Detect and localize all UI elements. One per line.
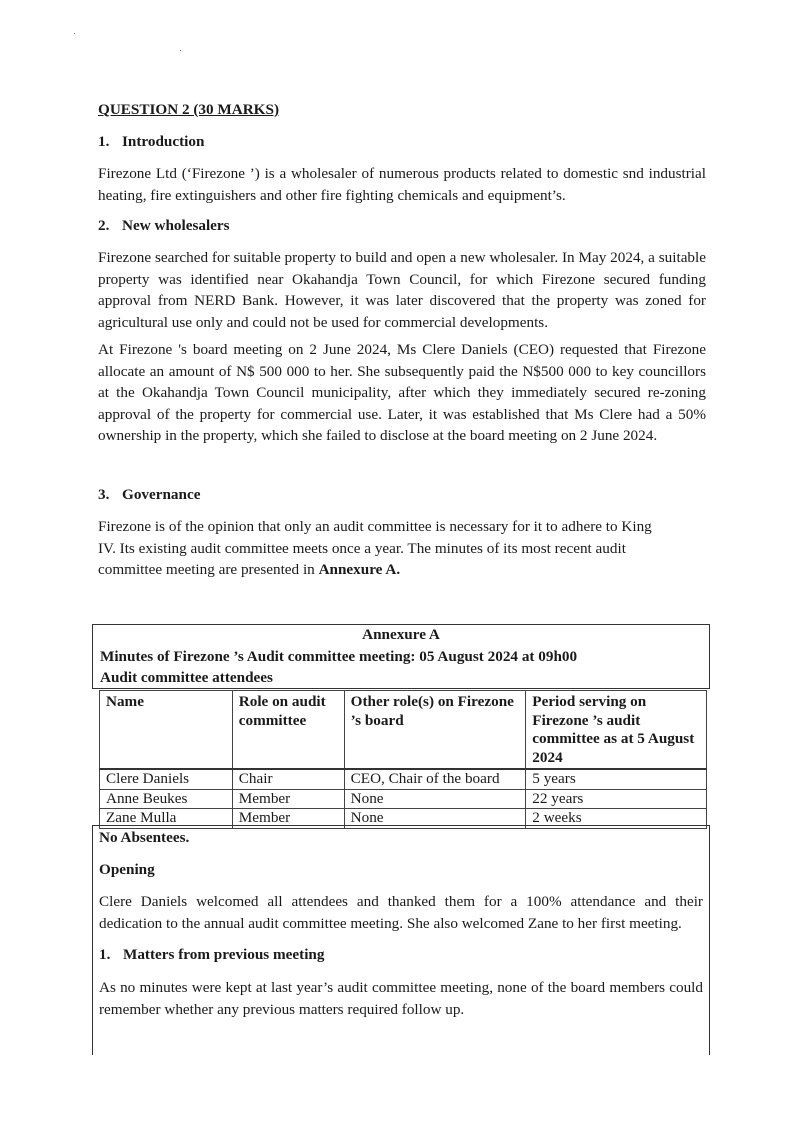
- new-wholesalers-paragraph-2: At Firezone 's board meeting on 2 June 2024, Ms Clere Daniels (CEO) requested that Firezone allocate an amount of N$ 500 000 to her. She subsequently paid the N$500 000 to key councillors at the Okahandja Town Council municipality, after which they immediately secured re-zoning approval of the property for commercial use. Later, it was established that Ms Clere had a 50% ownership in the property, which she failed to disclose at the board meeting on 2 June 2024.: [98, 341, 706, 444]
- cell-role: Chair: [232, 769, 344, 789]
- new-wholesalers-paragraph-1: Firezone searched for suitable property to build and open a new wholesaler. In May 2024, a suitable property was identified near Okahandja Town Council, for which Firezone secured funding approval from NERD Bank. However, it was later discovered that the property was zoned for agricultural use only and could not be used for commercial developments.: [98, 249, 706, 331]
- cell-period: 2 weeks: [526, 809, 707, 829]
- table-row: [100, 789, 707, 809]
- cell-name: Zane Mulla: [100, 809, 233, 829]
- attendees-heading: Audit committee attendees: [100, 669, 273, 686]
- opening-paragraph: Clere Daniels welcomed all attendees and thanked them for a 100% attendance and their dedication to the annual audit committee meeting. She also welcomed Zane to her first meeting.: [99, 893, 703, 932]
- cell-name: Clere Daniels: [100, 769, 233, 789]
- governance-paragraph: [98, 516, 658, 581]
- matters-paragraph: As no minutes were kept at last year’s audit committee meeting, none of the board members could remember whether any previous matters required follow up.: [99, 979, 703, 1018]
- section-title: Matters from previous meeting: [123, 946, 325, 963]
- cell-period: 22 years: [526, 789, 707, 809]
- section-title: Governance: [122, 486, 201, 503]
- column-header-other-roles: Other role(s) on Firezone ’s board: [344, 691, 526, 770]
- column-header-period: Period serving on Firezone ’s audit committee as at 5 August 2024: [526, 691, 707, 770]
- column-header-name: Name: [100, 691, 233, 770]
- cell-name: Anne Beukes: [100, 789, 233, 809]
- cell-other-roles: None: [344, 789, 526, 809]
- section-title: New wholesalers: [122, 217, 230, 234]
- introduction-paragraph: Firezone Ltd (‘Firezone ’) is a wholesaler of numerous products related to domestic snd industrial heating, fire extinguishers and other fire fighting chemicals and equipment’s.: [98, 165, 706, 204]
- table-header-row: [100, 691, 707, 770]
- section-heading-introduction: [98, 133, 204, 151]
- section-number: 3.: [98, 486, 110, 503]
- absentees-note: No Absentees.: [99, 829, 190, 846]
- annexure-reference: Annexure A.: [318, 561, 401, 578]
- column-header-role: Role on audit committee: [232, 691, 344, 770]
- annexure-header-box: [92, 624, 710, 689]
- annexure-subtitle: Minutes of Firezone ’s Audit committee meeting: 05 August 2024 at 09h00: [100, 648, 578, 665]
- section-heading-governance: [98, 486, 200, 504]
- cell-role: Member: [232, 789, 344, 809]
- cell-period: 5 years: [526, 769, 707, 789]
- attendees-table: [99, 690, 707, 829]
- question-title: QUESTION 2 (30 MARKS): [98, 101, 279, 118]
- section-title: Introduction: [122, 133, 205, 150]
- governance-text: Firezone is of the opinion that only an audit committee is necessary for it to adhere to King IV. Its existing audit committee meets once a year. The minutes of its most recent audit committee meeting are presented in: [98, 518, 652, 578]
- matters-heading: [99, 946, 324, 964]
- cell-other-roles: CEO, Chair of the board: [344, 769, 526, 789]
- scan-speck: [74, 33, 75, 34]
- section-number: 1.: [99, 946, 111, 963]
- scan-speck: [180, 50, 181, 51]
- table-row: [100, 769, 707, 789]
- opening-heading: Opening: [99, 861, 155, 878]
- minutes-box: [92, 825, 710, 1055]
- section-heading-new-wholesalers: [98, 217, 230, 235]
- annexure-title: Annexure A: [362, 626, 440, 643]
- section-number: 2.: [98, 217, 110, 234]
- section-number: 1.: [98, 133, 110, 150]
- cell-role: Member: [232, 809, 344, 829]
- cell-other-roles: None: [344, 809, 526, 829]
